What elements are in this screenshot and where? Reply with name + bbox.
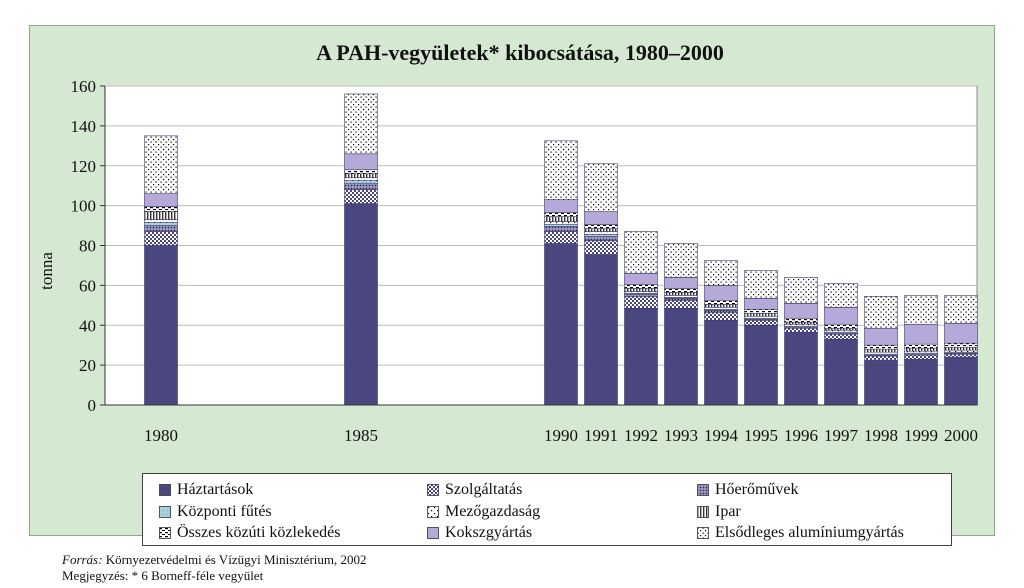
bar-segment: [785, 318, 818, 322]
bar-segment: [345, 154, 378, 170]
bar-segment: [665, 288, 698, 292]
bar-segment: [345, 170, 378, 174]
x-tick-label: 1998: [864, 426, 898, 445]
legend-item: [427, 480, 522, 500]
y-tick-label: 160: [70, 77, 96, 96]
bar-segment: [865, 328, 898, 345]
bar-segment: [345, 178, 378, 181]
bar-segment: [625, 273, 658, 284]
bar-segment: [545, 200, 578, 213]
x-tick-label: 1990: [544, 426, 578, 445]
legend-swatch: [427, 484, 439, 496]
bar-segment: [545, 227, 578, 232]
bar-segment: [345, 184, 378, 190]
note-text: * 6 Borneff-féle vegyület: [131, 568, 264, 583]
legend-label: Háztartások: [177, 481, 254, 498]
legend-label: Elsődleges alumíniumgyártás: [715, 524, 904, 541]
bar-segment: [665, 300, 698, 308]
x-tick-label: 1991: [584, 426, 618, 445]
legend-label: Szolgáltatás: [445, 481, 523, 498]
legend-label: Mezőgazdaság: [445, 503, 541, 520]
bar-segment: [625, 308, 658, 405]
bar-segment: [825, 283, 858, 307]
legend-item: [427, 502, 540, 522]
x-tick-label: 1999: [904, 426, 938, 445]
legend-swatch: [697, 527, 709, 539]
bar-segment: [145, 232, 178, 246]
bar-segment: [705, 285, 738, 300]
legend-swatch: [697, 506, 709, 518]
legend-label: Központi fűtés: [177, 503, 272, 520]
bar-segment: [545, 213, 578, 217]
x-tick-label: 1993: [664, 426, 698, 445]
y-tick-label: 60: [79, 276, 96, 296]
legend-item: [697, 502, 741, 522]
bar-segment: [545, 244, 578, 405]
bar-segment: [145, 194, 178, 207]
bar-segment: [545, 222, 578, 225]
bar-segment: [865, 349, 898, 352]
bar-segment: [785, 303, 818, 318]
bar-segment: [745, 270, 778, 298]
bar-segment: [585, 229, 618, 232]
legend: [142, 473, 952, 546]
bar-segment: [625, 284, 658, 288]
bar-segment: [145, 226, 178, 232]
x-tick-label: 1994: [704, 426, 738, 445]
footnotes: [62, 552, 367, 584]
bar-segment: [745, 325, 778, 405]
bar-segment: [865, 356, 898, 360]
bar-segment: [945, 343, 978, 347]
bar-segment: [945, 354, 978, 357]
legend-item: [427, 523, 532, 543]
x-tick-label: 1996: [784, 426, 818, 445]
bar-segment: [625, 288, 658, 291]
bar-segment: [145, 246, 178, 406]
bar-segment: [705, 320, 738, 405]
bar-segment: [585, 225, 618, 229]
bar-segment: [345, 174, 378, 178]
bar-segment: [705, 260, 738, 285]
bar-segment: [145, 223, 178, 226]
bar-segment: [905, 359, 938, 405]
bar-segment: [785, 332, 818, 405]
bar-segment: [625, 296, 658, 308]
bar-segment: [625, 232, 658, 274]
chart-title: A PAH-vegyületek* kibocsátása, 1980–2000: [316, 40, 724, 65]
legend-swatch: [697, 484, 709, 496]
legend-swatch: [427, 506, 439, 518]
x-tick-label: 1985: [344, 426, 378, 445]
bar-segment: [825, 334, 858, 339]
chart-frame: [29, 25, 995, 541]
bar-segment: [545, 232, 578, 244]
source-label: Forrás:: [62, 552, 103, 567]
bar-segment: [585, 241, 618, 255]
y-tick-label: 140: [70, 116, 96, 136]
bar-segment: [585, 237, 618, 241]
legend-swatch: [159, 484, 171, 496]
legend-item: [159, 480, 253, 500]
bar-segment: [825, 307, 858, 324]
bar-segment: [745, 309, 778, 313]
legend-item: [159, 502, 272, 522]
legend-item: [159, 523, 341, 543]
bar-segment: [745, 313, 778, 316]
bar-segment: [345, 190, 378, 204]
y-tick-label: 80: [79, 236, 96, 256]
chart-svg: [30, 26, 996, 537]
legend-label: Kokszgyártás: [445, 524, 533, 541]
bar-segment: [585, 232, 618, 235]
legend-item: [697, 480, 799, 500]
legend-swatch: [159, 506, 171, 518]
bar-segment: [705, 300, 738, 304]
bar-segment: [945, 323, 978, 343]
note-line: [62, 568, 367, 584]
x-tick-label: 1980: [144, 426, 178, 445]
legend-label: Összes közúti közlekedés: [177, 524, 341, 541]
bar-segment: [145, 207, 178, 212]
bar-segment: [825, 339, 858, 405]
bar-segment: [345, 204, 378, 405]
bar-segment: [865, 360, 898, 405]
bar-segment: [905, 295, 938, 324]
y-tick-label: 0: [87, 396, 96, 415]
bar-segment: [865, 296, 898, 328]
legend-label: Ipar: [715, 503, 741, 520]
bar-segment: [865, 345, 898, 349]
bar-segment: [665, 308, 698, 405]
bar-segment: [785, 277, 818, 303]
bar-segment: [905, 344, 938, 348]
legend-item: [697, 523, 904, 543]
y-axis-label: tonna: [37, 252, 56, 290]
legend-swatch: [159, 527, 171, 539]
x-tick-label: 1992: [624, 426, 658, 445]
bar-segment: [745, 320, 778, 325]
bar-segment: [905, 355, 938, 359]
bar-segment: [585, 212, 618, 225]
bar-segment: [585, 164, 618, 212]
y-tick-label: 20: [79, 356, 96, 376]
x-tick-label: 1997: [824, 426, 858, 445]
bar-segment: [545, 141, 578, 200]
bar-segment: [545, 217, 578, 222]
bar-segment: [905, 324, 938, 344]
y-tick-label: 40: [79, 316, 96, 336]
x-tick-label: 2000: [944, 426, 978, 445]
bar-segment: [585, 254, 618, 405]
source-line: [62, 552, 367, 568]
bar-segment: [945, 357, 978, 405]
bar-segment: [145, 212, 178, 220]
bar-segment: [345, 181, 378, 184]
bar-segment: [705, 312, 738, 320]
bar-segment: [705, 304, 738, 307]
bar-segment: [145, 136, 178, 194]
bar-segment: [825, 324, 858, 328]
bar-segment: [745, 298, 778, 309]
legend-swatch: [427, 527, 439, 539]
bar-segment: [905, 348, 938, 351]
note-label: Megjegyzés:: [62, 568, 129, 583]
bar-segment: [665, 277, 698, 288]
bar-segment: [665, 292, 698, 295]
y-tick-label: 120: [70, 156, 96, 176]
bar-segment: [785, 328, 818, 332]
bar-segment: [665, 244, 698, 278]
bar-segment: [345, 94, 378, 154]
source-text: Környezetvédelmi és Vízügyi Minisztérium, 2002: [105, 552, 367, 567]
x-tick-label: 1995: [744, 426, 778, 445]
y-tick-label: 100: [70, 196, 96, 216]
bar-segment: [945, 295, 978, 323]
bar-segment: [945, 347, 978, 350]
legend-label: Hőerőművek: [715, 481, 799, 498]
bar-segment: [145, 220, 178, 223]
